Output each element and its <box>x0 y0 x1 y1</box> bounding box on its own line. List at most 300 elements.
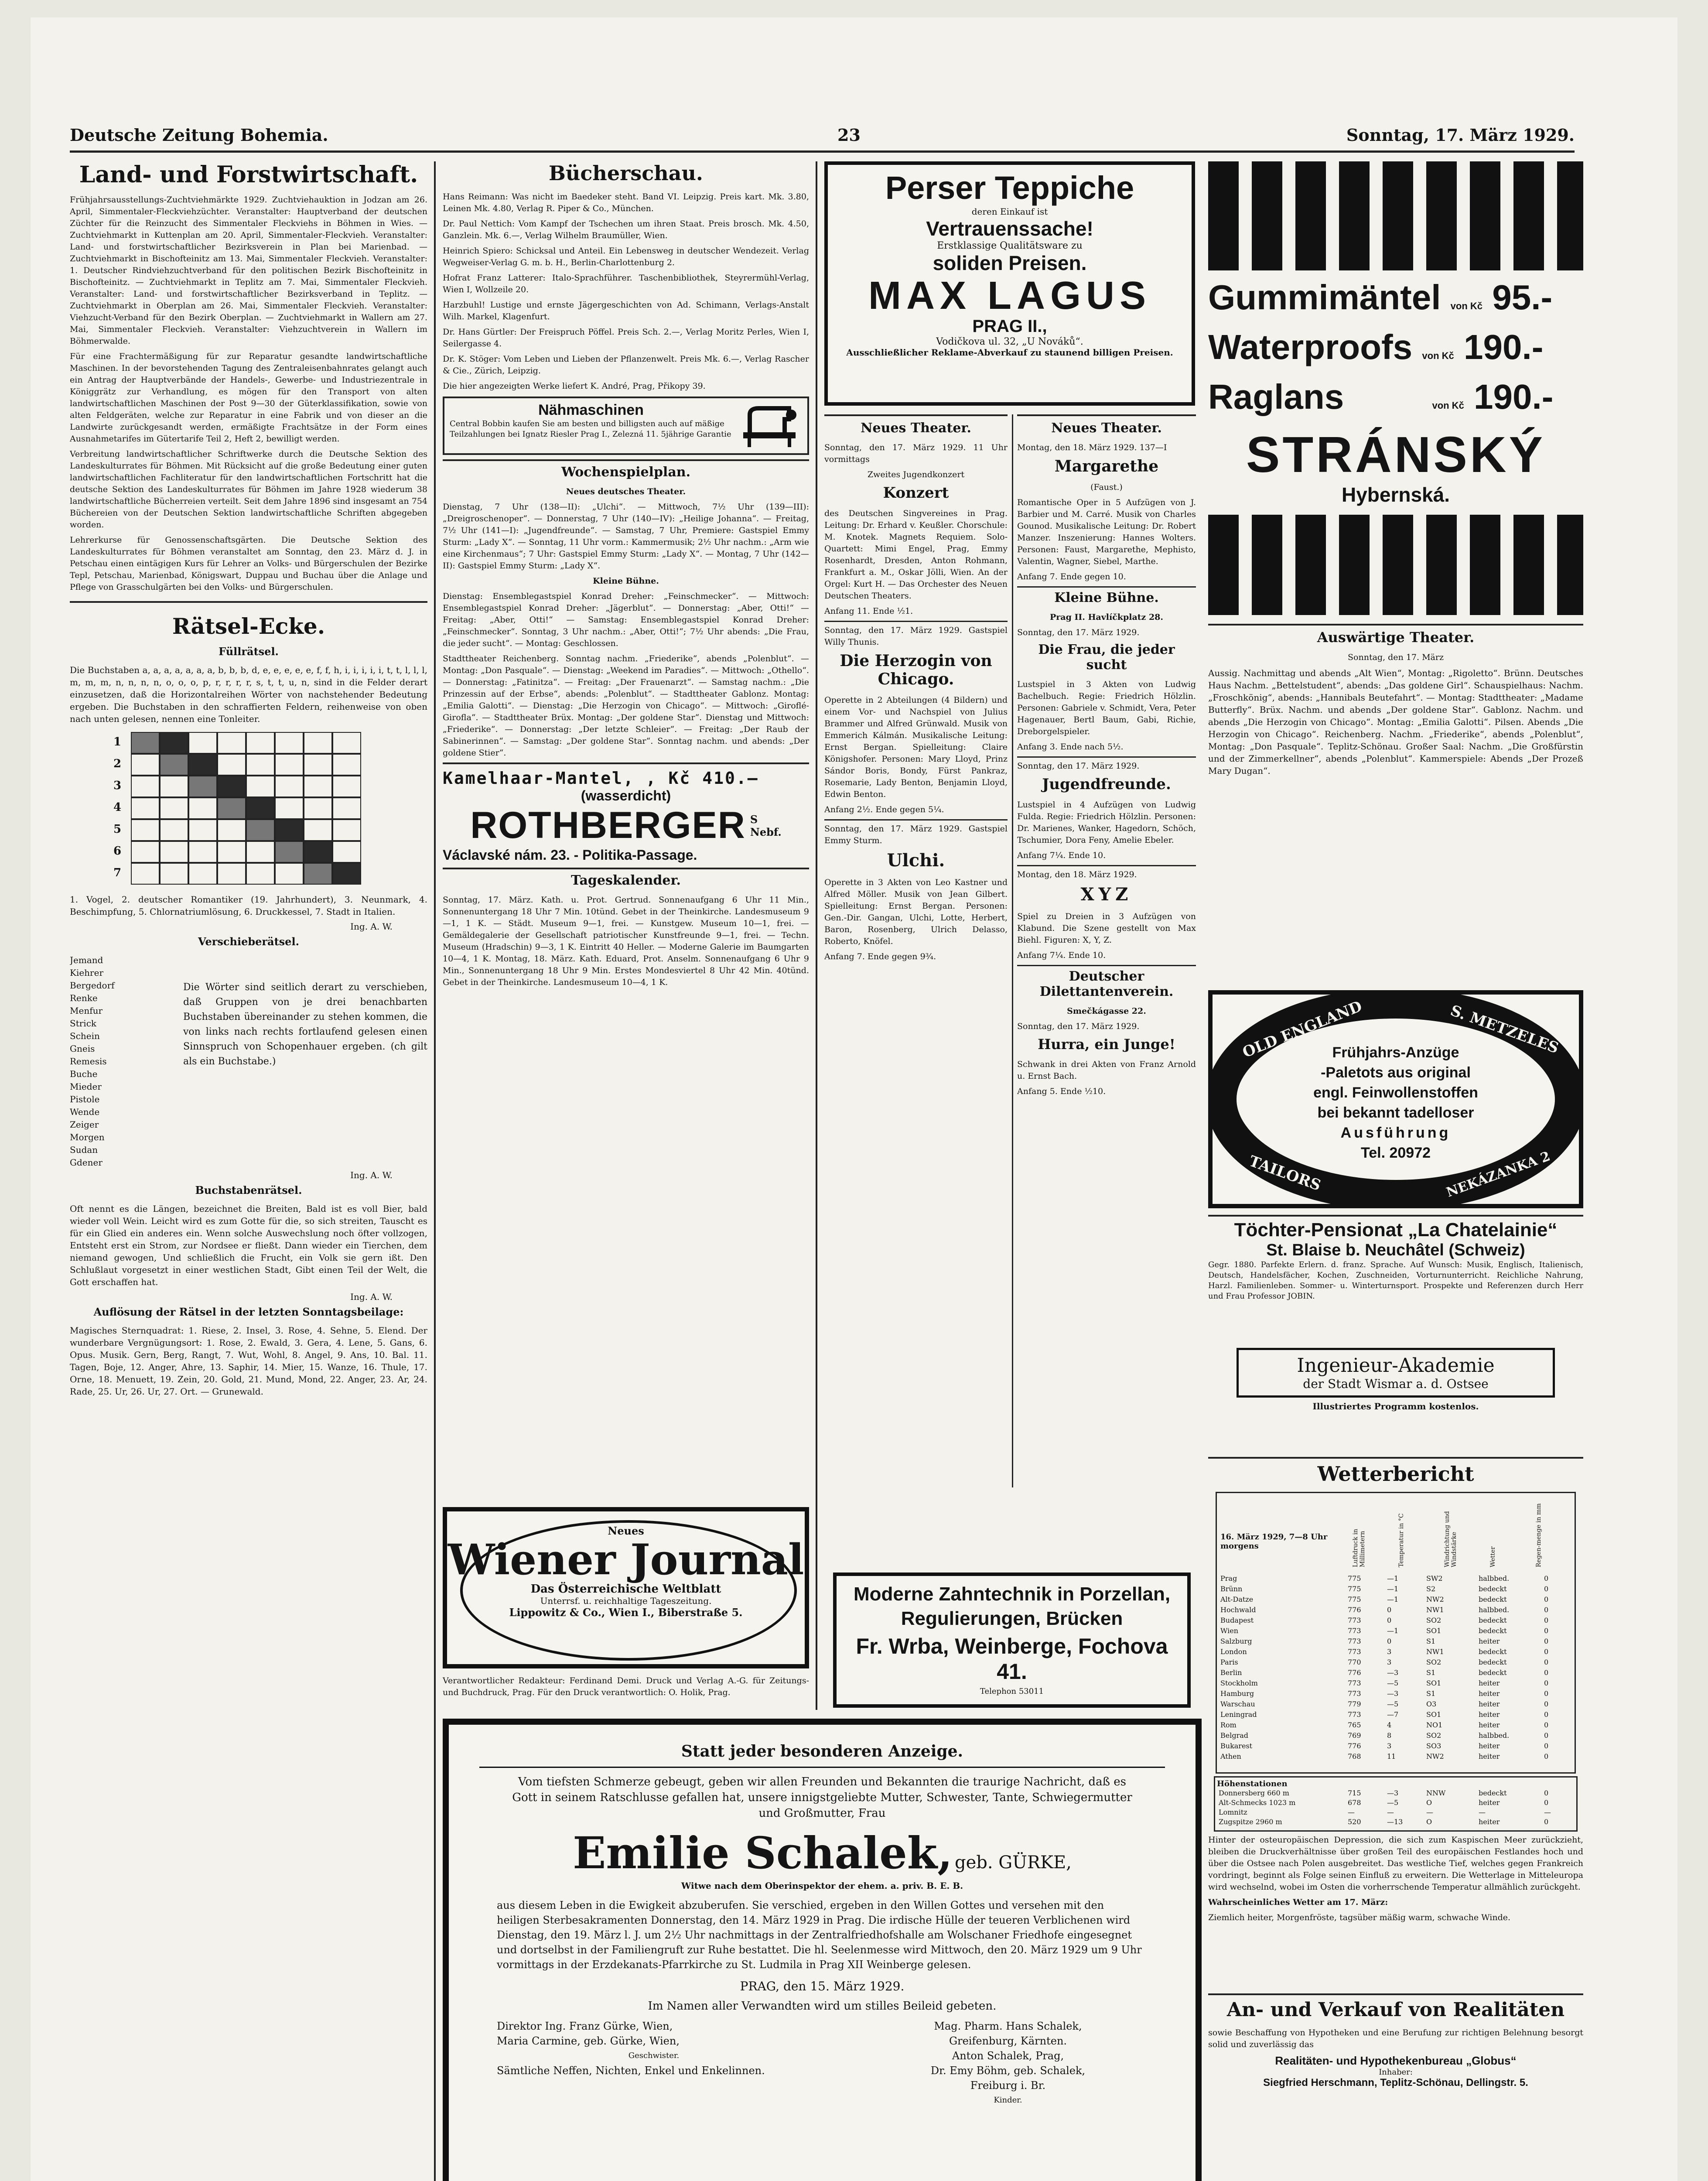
chatelaine-place: St. Blaise b. Neuchâtel (Schweiz) <box>1266 1241 1525 1259</box>
auswaertige-date: Sonntag, den 17. März <box>1348 653 1444 662</box>
wetter-cell: 0 <box>1544 1710 1549 1719</box>
wetter-cell: Paris <box>1220 1658 1238 1666</box>
wochenspielplan <box>443 459 809 759</box>
wetter-cell: —5 <box>1387 1700 1399 1708</box>
theater-r-s1-text: Romantische Oper in 5 Aufzügen von J. Barbier und M. Carré. Musik von Charles Gounod. Musikalische Leitung: Dr. Robert Manzer. Inszenierung: Hannes Wolters. Personen: Faust, Margarethe, Mephisto, Valentin, Wagner, Siebel, Marthe. <box>1017 498 1196 566</box>
wetter-cell: —5 <box>1387 1679 1399 1687</box>
wetter-cell: halbbed. <box>1479 1574 1510 1583</box>
notice-body: aus diesem Leben in die Ewigkeit abzuberufen. Sie verschied, ergeben in den Willen Gottes und versehen mit den heiligen Sterbesakramenten Donnerstag, den 14. März 1929 in Prag. Die irdische Hülle der teueren Verblichenen wird Dienstag, den 19. März l. J. um 2½ Uhr nachmittags in der Zentralfriedhofshalle am Wolschaner Friedhofe eingesegnet und dortselbst in der Familiengruft zur Ruhe bestattet. Die hl. Seelenmesse wird Mittwoch, den 20. März 1929 um 9 Uhr vormittags in der Erzdekanats-Pfarrkirche zu St. Ludmila in Prag XII Weinberge gelesen. <box>497 1899 1142 1971</box>
wetter-table-head: 16. März 1929, 7—8 Uhr morgens <box>1220 1532 1328 1551</box>
grid-cell <box>188 819 217 841</box>
perser-l6: MAX LAGUS <box>868 274 1151 318</box>
wetter-cell: SO1 <box>1426 1627 1442 1635</box>
versch-word: Wende <box>70 1107 100 1117</box>
wetter-cell: heiter <box>1479 1700 1500 1708</box>
theater-l-heading: Neues Theater. <box>861 420 971 436</box>
wetter-cell: —3 <box>1387 1689 1399 1698</box>
kamelhaar-sub: (wasserdicht) <box>581 788 671 803</box>
wiener-addr: Lippowitz & Co., Wien I., Biberstraße 5. <box>509 1606 743 1619</box>
wetter-cell: 773 <box>1348 1627 1361 1635</box>
wetter-hoehen-cell: O <box>1426 1818 1432 1826</box>
theater-r-s4-title: XYZ <box>1080 884 1133 905</box>
book-5: Harzbuhl! Lustige und ernste Jägergeschichten von Ad. Schimann, Verlags-Anstalt Wilh. Markel, Klagenfurt. <box>443 300 809 321</box>
wetter-cell: bedeckt <box>1479 1595 1507 1603</box>
wetter-cell: 769 <box>1348 1731 1361 1740</box>
wetter-col-head: Temperatur in °C <box>1398 1513 1405 1567</box>
wetter-cell: —3 <box>1387 1668 1399 1677</box>
grid-cell <box>246 863 275 885</box>
wetter-cell: 0 <box>1544 1731 1549 1740</box>
wetter-cell: S2 <box>1426 1585 1436 1593</box>
oe-l6: Tel. 20972 <box>1360 1145 1431 1161</box>
wetter-cell: 0 <box>1544 1679 1549 1687</box>
wetter-cell: Salzburg <box>1220 1637 1252 1645</box>
agriculture-heading: Land- und Forstwirtschaft. <box>79 161 418 188</box>
naehmaschinen-title: Nähmaschinen <box>538 402 644 418</box>
theater-r-s4-text: Spiel zu Dreien in 3 Aufzügen von Klabund. Die Szene gestellt von Max Biehl. Figuren: X, Y, Z. <box>1017 912 1196 945</box>
grid-cell <box>160 841 188 863</box>
wetter-cell: 770 <box>1348 1658 1361 1666</box>
wetter-cell: NW2 <box>1426 1595 1444 1603</box>
fuell-sign: Ing. A. W. <box>350 921 393 932</box>
wetter-cell: S1 <box>1426 1689 1436 1698</box>
buchst-sign: Ing. A. W. <box>350 1292 393 1302</box>
grid-row-number: 3 <box>113 779 122 792</box>
agriculture-para-4: Lehrerkurse für Genossenschaftsgärten. Die Deutsche Sektion des Landeskulturrates für Böhmen veranstaltet am Sonntag, den 23. März d. J. in Petschau einen eintägigen Kurs für Lehrer an Volks- und Bürgerschulen der Bezirke Tepl, Petschau, Marienbad, Königswart, Duppau und Buchau über die Anlage und Pflege von Grasschulgärten bei den Volks- und Bürgerschulen. <box>70 535 427 592</box>
page-number: 23 <box>837 125 861 145</box>
grid-cell <box>217 863 246 885</box>
wetter-cell: heiter <box>1479 1742 1500 1750</box>
wetter-cell: 768 <box>1348 1752 1361 1761</box>
wetter-hoehen-title: Höhenstationen <box>1217 1779 1288 1788</box>
grid-cell <box>246 754 275 776</box>
signer-left-4: Sämtliche Neffen, Nichten, Enkel und Enkelinnen. <box>497 2065 765 2077</box>
gummi-l1c: 95.- <box>1492 278 1553 317</box>
deceased-witwe: Witwe nach dem Oberinspektor der ehem. a. priv. B. E. B. <box>681 1880 963 1891</box>
perser-l9: Ausschließlicher Reklame-Abverkauf zu staunend billigen Preisen. <box>846 347 1173 358</box>
grid-cell <box>217 732 246 754</box>
wochen-text: Dienstag, 7 Uhr (138—II): „Ulchi“. — Mittwoch, 7½ Uhr (139—III): „Dreigroschenoper“. — Donnerstag, 7 Uhr (140—IV): „Heilige Johanna“. — Freitag, 7½ Uhr (141—I): „Jugendfreunde“. — Samstag, 7 Uhr, Premiere: Gastspiel Emmy Sturm: „Lady X“. — Sonntag, 11 Uhr vorm.: Kammermusik; 2½ Uhr nachm.: „Arm wie eine Kirchenmaus“; 7 Uhr: Gastspiel Emmy Sturm: „Lady X“. — Montag, 7 Uhr (142—II): Gastspiel Emmy Sturm: „Lady X“. <box>443 502 809 571</box>
versch-word: Pistole <box>70 1094 100 1104</box>
wetter-cell: bedeckt <box>1479 1648 1507 1656</box>
paper-name: Deutsche Zeitung Bohemia. <box>70 125 328 145</box>
theater-r-s4-head: Montag, den 18. März 1929. <box>1017 870 1137 879</box>
stransky-name: STRÁNSKÝ <box>1246 426 1546 483</box>
grid-cell <box>131 732 160 754</box>
perser-teppiche-ad <box>824 161 1195 406</box>
deceased-name: Emilie Schalek, <box>573 1827 953 1879</box>
zahn-l3: Telephon 53011 <box>980 1687 1044 1696</box>
wetter-cell: heiter <box>1479 1679 1500 1687</box>
dd-heading: Deutscher Dilettantenverein. <box>1039 969 1174 999</box>
grid-cell <box>275 732 304 754</box>
wiener-sub: Das Österreichische Weltblatt <box>530 1583 721 1596</box>
oe-l4: bei bekannt tadelloser <box>1317 1104 1474 1121</box>
tages-text: Sonntag, 17. März. Kath. u. Prot. Gertrud. Sonnenaufgang 6 Uhr 11 Min., Sonnenuntergang 18 Uhr 7 Min. 10tünd. Gebet in der Theinkirche. Landesmuseum 9—1, 1 K. — Städt. Museum 9—1, frei. — Kunstgew. Museum 10—1, frei. — Gemäldegalerie der Gesellschaft patriotischer Kunstfreunde 9—1, frei. — Techn. Museum (Hradschin) 9—3, 1 K. Eintritt 40 Heller. — Moderne Galerie im Baumgarten 10—4, 1 K. Montag, 18. März. Kath. Eduard, Prot. Anselm. Sonnenaufgang 6 Uhr 9 Min., Sonnenuntergang 18 Uhr 9 Min. Erstes Mondesviertel 8 Uhr 42 Min. 40tünd. Gebet in der Theinkirche. Landesmuseum 10—4, 1 K. <box>443 895 809 987</box>
wetter-hoehen-cell: Donnersberg 660 m <box>1219 1789 1289 1797</box>
wetter-cell: —1 <box>1387 1574 1399 1583</box>
wetter-text: Hinter der osteuropäischen Depression, die sich zum Kaspischen Meer zurückzieht, bleiben die Druckverhältnisse über großen Teil des europäischen Festlandes hoch und über die Ostsee nach Polen ausgebreitet. Das westliche Tief, welches gegen Frankreich vordringt, beginnt als Folge seinen Einfluß zu erweitern. Die Wetterlage in Mitteleuropa wird wechselnd, wobei im Osten die vorherrschende Temperatur allmählich zurückgeht. <box>1208 1835 1583 1892</box>
versch-sign: Ing. A. W. <box>350 1170 393 1180</box>
wetter-hoehen-cell: O <box>1426 1798 1432 1807</box>
theater-l-s1-end: Anfang 11. Ende ½1. <box>824 606 913 616</box>
agriculture-para-1: Frühjahrsausstellungs-Zuchtviehmärkte 1929. Zuchtviehauktion in Jodzan am 26. April, Simmentaler-Fleckviehzüchter. Veranstalter: Hauptverband der deutschen Züchter für die Reinzucht des Simmentaler Fleckviehs in Böhmen in Wies. — Zuchtviehmarkt in Kuttenplan am 20. April, Simmentaler-Fleckvieh. Veranstalter: Land- und forstwirtschaftlicher Bezirksverein in Plan bei Marienbad. — Zuchtviehmarkt in Bischofteinitz am 13. Mai, Simmentaler Fleckvieh. Veranstalter: 1. Deutscher Rindviehzuchtverband für den politischen Bezirk Bischofteinitz in Bischofteinitz. — Zuchtviehmarkt in Teplitz am 7. Mai, Simmentaler Fleckvieh. Veranstalter: Land- und forstwirtschaftlicher Bezirksverband in Teplitz. — Zuchtviehmarkt in Oberplan am 26. Mai, Simmentaler Fleckvieh. Veranstalter: Viehzucht-Verband für den Bezirk Oberplan. — Zuchtviehmarkt in Wallern am 27. Mai, Simmentaler Fleckvieh. Veranstalter: Viehzuchtverein in Wallern im Böhmerwalde. <box>70 195 427 346</box>
auswaertige-theater <box>1208 624 1583 991</box>
theater-l-s2-text: Operette in 2 Abteilungen (4 Bildern) und einem Vor- und Nachspiel von Julius Brammer und Alfred Grünwald. Musik von Emmerich Kálmán. Musikalische Leitung: Ernst Bergan. Spielleitung: Claire Königshofer. Personen: Mary Lloyd, Prinz Sándor Boris, Bondy, Fürst Pankraz, Rosemarie, Lady Benton, Benjamin Lloyd, Edwin Benton. <box>824 695 1008 799</box>
grid-cell <box>131 754 160 776</box>
theater-l-s2-end: Anfang 2½. Ende gegen 5¼. <box>824 805 944 814</box>
wetter-cell: 773 <box>1348 1637 1361 1645</box>
wetter-cell: 8 <box>1387 1731 1392 1740</box>
wetter-cell: 776 <box>1348 1742 1361 1750</box>
signer-right-4: Dr. Emy Böhm, geb. Schalek, <box>930 2065 1086 2077</box>
wetter-hoehen-cell: heiter <box>1479 1818 1500 1826</box>
fuell-text: Die Buchstaben a, a, a, a, a, a, a, b, b, b, d, e, e, e, e, e, f, f, h, i, i, i, i, i, t, t, l, l, l, m, m, m, n, n, n, n, o, o, o, p, r, r, r, r, s, t, t, u, n, sind in die Felder derart einzusetzen, daß die Horizontalreihen Wörter von nachstehender Bedeutung ergeben. Die Buchstaben in den schraffierten Feldern, reihenweise von oben nach unten gelesen, nennen eine Tonleiter. <box>70 665 427 724</box>
wetter-hoehen-cell: —5 <box>1387 1798 1399 1807</box>
auswaertige-heading: Auswärtige Theater. <box>1317 629 1475 646</box>
wetter-cell: 0 <box>1544 1595 1549 1603</box>
signer-right-5: Freiburg i. Br. <box>970 2079 1046 2092</box>
versch-word: Sudan <box>70 1145 98 1155</box>
stransky-ad <box>1208 161 1583 615</box>
perser-l3: Vertrauenssache! <box>926 217 1093 240</box>
wetter-cell: 0 <box>1544 1752 1549 1761</box>
realitaeten-heading: An- und Verkauf von Realitäten <box>1226 1999 1565 2021</box>
gummi-l3a: Raglans <box>1208 377 1344 416</box>
gummi-l1a: Gummimäntel <box>1208 278 1441 317</box>
grid-cell <box>275 797 304 819</box>
grid-cell <box>217 841 246 863</box>
wahrsch-text: Ziemlich heiter, Morgenfröste, tagsüber mäßig warm, schwache Winde. <box>1208 1913 1511 1922</box>
theater-r-s3-end: Anfang 7¼. Ende 10. <box>1017 851 1106 860</box>
grid-cell <box>275 819 304 841</box>
perser-l4: Erstklassige Qualitätsware zu <box>937 240 1083 251</box>
wetter-cell: 773 <box>1348 1679 1361 1687</box>
wiener-sub2: Unterrsf. u. reichhaltige Tageszeitung. <box>540 1596 712 1606</box>
naehmaschinen-ad <box>443 397 809 455</box>
grid-cell <box>275 841 304 863</box>
grid-row-number: 5 <box>113 823 122 836</box>
realitaeten-name: Realitäten- und Hypothekenbureau „Globus“ <box>1275 2054 1517 2067</box>
versch-block <box>70 954 427 1169</box>
wetter-cell: 11 <box>1387 1752 1396 1761</box>
wetter-cell: 0 <box>1544 1658 1549 1666</box>
death-notice <box>443 1719 1202 2181</box>
theater-r-s2-text: Lustspiel in 3 Akten von Ludwig Bachelbuch. Regie: Friedrich Hölzlin. Personen: Gabriele v. Schmidt, Vera, Peter Hagenauer, Bertl Baum, Gabi, Richie, Dreborgelspieler. <box>1017 680 1196 736</box>
wetter-cell: heiter <box>1479 1637 1500 1645</box>
grid-cell <box>188 841 217 863</box>
gummi-l3c: 190.- <box>1474 377 1554 416</box>
grid-cell <box>332 754 361 776</box>
theater-r-s2-title: Die Frau, die jeder sucht <box>1038 642 1175 673</box>
wetter-cell: SO1 <box>1426 1710 1442 1719</box>
grid-cell <box>246 732 275 754</box>
naehmaschinen-text: Central Bobbin kaufen Sie am besten und billigsten auch auf mäßige Teilzahlungen bei Ignatz Riesler Prag I., Zelezná 11. 5jährige Garantie <box>450 419 731 439</box>
gummi-l2b: von Kč <box>1422 350 1454 361</box>
wetter-cell: S1 <box>1426 1668 1436 1677</box>
notice-place: PRAG, den 15. März 1929. <box>740 1979 905 1993</box>
wetter-cell: heiter <box>1479 1752 1500 1761</box>
grid-cell <box>188 776 217 797</box>
wetter-cell: Berlin <box>1220 1668 1242 1677</box>
grid-cell <box>188 863 217 885</box>
wiener-top: Neues <box>608 1525 644 1537</box>
grid-row-number: 1 <box>113 735 122 749</box>
grid-cell <box>217 819 246 841</box>
grid-row-number: 4 <box>113 801 122 814</box>
wetter-cell: halbbed. <box>1479 1731 1510 1740</box>
book-6: Dr. Hans Gürtler: Der Freispruch Pöffel. Preis Sch. 2.—, Verlag Moritz Perles, Wien I, Seilergasse 4. <box>443 327 809 349</box>
grid-cell <box>246 819 275 841</box>
book-3: Heinrich Spiero: Schicksal und Anteil. Ein Lebensweg in deutscher Wendezeit. Verlag Wegweiser-Verlag G. m. b. H., Berlin-Charlottenburg 2. <box>443 246 809 267</box>
versch-word: Strick <box>70 1018 97 1029</box>
wetter-hoehen-cell: — <box>1387 1808 1394 1816</box>
grid-cell <box>131 863 160 885</box>
wetter-cell: London <box>1220 1648 1247 1656</box>
rothberger-s: S <box>750 813 758 826</box>
book-2: Dr. Paul Nettich: Vom Kampf der Tschechen um ihren Staat. Preis brosch. Mk. 4.50, Ganzlein. Mk. 6.—, Verlag Wilhelm Braumüller, Wien. <box>443 219 809 240</box>
wetter-cell: NW1 <box>1426 1606 1444 1614</box>
realitaeten-inh: Inhaber: <box>1379 2068 1413 2077</box>
grid-row-number: 2 <box>113 757 122 770</box>
wetter-cell: 0 <box>1544 1742 1549 1750</box>
notice-allen: Im Namen aller Verwandten wird um stilles Beileid gebeten. <box>648 2000 997 2013</box>
ingenieur-l2: der Stadt Wismar a. d. Ostsee <box>1303 1377 1489 1391</box>
grid-cell <box>131 819 160 841</box>
wetter-cell: 3 <box>1387 1742 1392 1750</box>
kb-sub: Prag II. Havlíčkplatz 28. <box>1049 612 1164 622</box>
zahn-l1: Moderne Zahntechnik in Porzellan, Regulierungen, Brücken <box>853 1583 1171 1629</box>
wetter-cell: —1 <box>1387 1627 1399 1635</box>
wahrsch-title: Wahrscheinliches Wetter am 17. März: <box>1208 1897 1388 1907</box>
wetter-cell: NW1 <box>1426 1648 1444 1656</box>
wetter-col-head: Regen-menge in mm <box>1535 1503 1542 1567</box>
theater-r-s1-sub: (Faust.) <box>1090 482 1123 492</box>
wetter-cell: 0 <box>1544 1700 1549 1708</box>
wetter-cell: 765 <box>1348 1721 1361 1729</box>
wetter-cell: 775 <box>1348 1585 1361 1593</box>
wetter-cell: 0 <box>1544 1627 1549 1635</box>
theater-r-s1-end: Anfang 7. Ende gegen 10. <box>1017 572 1126 581</box>
signer-right-3: Anton Schalek, Prag, <box>952 2050 1064 2062</box>
wetter-hoehen-cell: 0 <box>1544 1789 1549 1797</box>
theater-r-heading: Neues Theater. <box>1051 420 1162 436</box>
wetter-cell: 773 <box>1348 1689 1361 1698</box>
signer-left-2: Maria Carmine, geb. Gürke, Wien, <box>497 2035 680 2047</box>
ring-bottom-right: NEKÁZANKA 2 <box>1444 1149 1552 1200</box>
agriculture-para-3: Verbreitung landwirtschaftlicher Schriftwerke durch die Deutsche Sektion des Landeskulturrates für Böhmen. Mit Rücksicht auf die große Bedeutung einer guten landwirtschaftlichen Fachliteratur für den landwirtschaftlichen Fortschritt hat die deutsche Sektion des Landeskulturrates für Böhmen im Jahre 1928 wiederum 38 landwirtschaftliche Bücherreien verteilt. Seit dem Jahre 1896 sind insgesamt an 754 Büchereien von der Deutschen Sektion landwirtschaftliche Schriften abgegeben worden. <box>70 449 427 530</box>
grid-cell <box>304 776 332 797</box>
wetter-heading: Wetterbericht <box>1317 1462 1474 1486</box>
versch-text: Die Wörter sind seitlich derart zu verschieben, daß Gruppen von je drei benachbarten Buchstaben übereinander zu stehen kommen, die von links nach rechts fortlaufend gelesen einen Sinnspruch von Schopenhauer ergeben. (ch gilt als ein Buchstabe.) <box>183 982 427 1067</box>
deceased-geb: geb. GÜRKE, <box>954 1853 1072 1873</box>
wetter-cell: 0 <box>1387 1637 1392 1645</box>
grid-cell <box>188 754 217 776</box>
grid-cell <box>275 754 304 776</box>
wiener-journal-ad <box>443 1507 809 1668</box>
versch-word: Morgen <box>70 1132 105 1142</box>
wetter-cell: halbbed. <box>1479 1606 1510 1614</box>
oe-l5: Ausführung <box>1340 1125 1451 1141</box>
wetter-cell: Warschau <box>1220 1700 1255 1708</box>
sewing-machine-icon <box>737 402 802 450</box>
wetter-cell: 0 <box>1387 1606 1392 1614</box>
wetter-cell: 776 <box>1348 1606 1361 1614</box>
wetter-hoehen-cell: — <box>1426 1808 1433 1816</box>
wetter-cell: 0 <box>1387 1616 1392 1624</box>
loesung-heading: Auflösung der Rätsel in der letzten Sonntagsbeilage: <box>93 1306 404 1318</box>
theater-l-s3-head: Sonntag, den 17. März 1929. Gastspiel Emmy Sturm. <box>824 824 1008 845</box>
grid-cell <box>304 841 332 863</box>
fuell-heading: Füllrätsel. <box>219 645 279 658</box>
grid-cell <box>246 776 275 797</box>
wetter-hoehen-cell: NNW <box>1426 1789 1446 1797</box>
wetter-hoehen-cell: 520 <box>1348 1818 1361 1826</box>
tages-heading: Tageskalender. <box>571 873 681 888</box>
wetter-cell: SO2 <box>1426 1616 1442 1624</box>
gummi-l2c: 190.- <box>1464 328 1544 366</box>
theater-l-s3-end: Anfang 7. Ende gegen 9¾. <box>824 952 936 961</box>
theater-l-s1-text: des Deutschen Singvereines in Prag. Leitung: Dr. Erhard v. Keußler. Chorschule: M. Knotek. Magnets Requiem. Solo-Quartett: Mimi Engel, Prag, Emmy Rosenhardt, Dresden, Anton Rohmann, Frankfurt a. M., Oskar Jölli, Wien. An der Orgel: Kurt H. — Das Orchester des Neuen Deutschen Theaters. <box>824 509 1008 601</box>
versch-word: Renke <box>70 993 98 1003</box>
wetter-cell: 0 <box>1544 1689 1549 1698</box>
wetter-cell: 0 <box>1544 1606 1549 1614</box>
signer-right-2: Greifenburg, Kärnten. <box>949 2035 1067 2047</box>
theater-l-s2-head: Sonntag, den 17. März 1929. Gastspiel Willy Thunis. <box>824 626 1008 647</box>
wetter-cell: 0 <box>1544 1585 1549 1593</box>
wetter-hoehen-cell: Zugspitze 2960 m <box>1219 1818 1282 1826</box>
wetter-cell: bedeckt <box>1479 1585 1507 1593</box>
wetter-cell: 776 <box>1348 1668 1361 1677</box>
wetter-cell: Rom <box>1220 1721 1237 1729</box>
ring-bottom-left: TAILORS <box>1247 1152 1323 1195</box>
grid-cell <box>304 797 332 819</box>
wetter-hoehen-cell: — <box>1479 1808 1486 1816</box>
book-8: Die hier angezeigten Werke liefert K. André, Prag, Přikopy 39. <box>443 381 706 391</box>
wetter-cell: Alt-Datze <box>1220 1595 1254 1603</box>
grid-cell <box>304 863 332 885</box>
kleine-text: Dienstag: Ensemblegastspiel Konrad Dreher: „Feinschmecker“. — Mittwoch: Ensemblegastspiel Konrad Dreher: „Jägerblut“. — Donnerstag: „Aber, Otti!“ — Freitag: „Aber, Otti!“ — Samstag: Ensemblegastspiel Konrad Dreher: „Feinschmecker“. Sonntag, 3 Uhr nachm.: „Aber, Otti!“; 7½ Uhr abends: „Die Frau, die jeder sucht“. — Montag: Geschlossen. <box>443 591 809 648</box>
wetter-cell: 773 <box>1348 1648 1361 1656</box>
auswaertige-text: Aussig. Nachmittag und abends „Alt Wien“, Montag: „Rigoletto“. Brünn. Deutsches Haus Nachm. „Bettelstudent“, abends: „Das goldene Girl“. Schauspielhaus: Nachm. „Froschkönig“, abends: „Hannibals Beutefahrt“. — Montag: Stadttheater: „Madame Butterfly“. Brüx. Nachm. und abends „Der goldene Star“. Gablonz. Nachm. und abends „Die Herzogin von Chicago“. Montag: „Emilia Galotti“. Pilsen. Abends „Die Herzogin von Chicago“. Reichenberg. Nachm. „Friederike“, abends „Polenblut“, Montag: „Don Pasquale“. Teplitz-Schönau. Großer Saal: Nachm. „Die Großfürstin und der Zimmerkellner“, abends „Polenblut“. Kammerspiele: Abends „Der Prozeß Mary Dugan“. <box>1208 668 1583 776</box>
wetter-hoehen-cell: —13 <box>1387 1818 1403 1826</box>
wetter-hoehen-cell: heiter <box>1479 1798 1500 1807</box>
grid-cell <box>332 797 361 819</box>
grid-cell <box>160 797 188 819</box>
wetter-rows <box>1217 1574 1575 1766</box>
wetter-table <box>1216 1492 1576 1774</box>
signer-right-1: Mag. Pharm. Hans Schalek, <box>934 2020 1082 2032</box>
wetter-col-head: Luftdruck in Millimetern <box>1352 1528 1366 1567</box>
wetter-cell: bedeckt <box>1479 1658 1507 1666</box>
raetsel-section <box>70 601 427 1398</box>
theater-l-s2-title: Die Herzogin von Chicago. <box>840 652 992 688</box>
wetter-cell: Athen <box>1220 1752 1241 1761</box>
versch-word: Jemand <box>70 955 103 965</box>
column-agriculture <box>70 161 427 2181</box>
page-header <box>70 120 1575 153</box>
chatelaine-text: Gegr. 1880. Parfekte Erlern. d. franz. Sprache. Auf Wunsch: Musik, Englisch, Italienisch, Deutsch, Handelsfächer, Kochen, Zuschneiden, Vorturnunterricht. Reichliche Nahrung, Harzl. Familienleben. Sommer- u. Winterturnsport. Prospekte und Referenzen durch Herr und Frau Professor JOBIN. <box>1208 1260 1583 1301</box>
versch-word: Schein <box>70 1031 100 1041</box>
theater-r-s5-text: Schwank in drei Akten von Franz Arnold u. Ernst Bach. <box>1017 1060 1196 1081</box>
grid-cell <box>131 776 160 797</box>
grid-cell <box>160 819 188 841</box>
grid-cell <box>304 754 332 776</box>
wetter-cell: 779 <box>1348 1700 1361 1708</box>
wetter-cell: —1 <box>1387 1585 1399 1593</box>
realitaeten-ad <box>1208 1993 1583 2121</box>
versch-word: Menfur <box>70 1005 103 1016</box>
wetter-cell: heiter <box>1479 1710 1500 1719</box>
buchst-text: Oft nennt es die Längen, bezeichnet die Breiten, Bald ist es voll Bier, bald wieder voll Wein. Leicht wird es zum Gotte für die, so sich streiten, Tauscht es für ein Glied ein anderes ein. Wenn solche Auswechslung noch öfter vollzogen, Entsteht erst ein Strom, zur Nordsee er fließt. Dann wieder ein Tierchen, dem niemand gewogen, Und schließlich die Frucht, ein Volk sie gern ißt. Den Schlußlaut vorgesetzt in einer westlichen Stadt, Gibt einen Teil der Welt, die Gott erschaffen hat. <box>70 1203 427 1287</box>
grid-row-number: 6 <box>113 844 122 858</box>
wetter-col-heads <box>1343 1493 1575 1572</box>
theater-l-s3-text: Operette in 3 Akten von Leo Kastner und Alfred Möller. Musik von Jean Gilbert. Spielleitung: Ernst Bergan. Personen: Gen.-Dir. Gangan, Ulchi, Lotte, Herbert, Baron, Rosenberg, Ulrich Delasso, Roberto, Knöfel. <box>824 878 1008 946</box>
wetter-cell: bedeckt <box>1479 1627 1507 1635</box>
wetter-hoehen-cell: 0 <box>1544 1798 1549 1807</box>
wetter-hoehen-cell: — <box>1348 1808 1355 1816</box>
grid-row-number: 7 <box>113 866 122 879</box>
chatelaine-ad <box>1208 1215 1583 1346</box>
wetter-cell: SW2 <box>1426 1574 1443 1583</box>
theater-l-s1-sub: Zweites Jugendkonzert <box>867 470 965 479</box>
theater-l-s1-title: Konzert <box>883 484 949 502</box>
gummi-l3b: von Kč <box>1432 400 1464 411</box>
wetter-cell: Leningrad <box>1220 1710 1257 1719</box>
wetter-cell: 0 <box>1544 1637 1549 1645</box>
wetter-cell: SO3 <box>1426 1742 1442 1750</box>
wiener-name: Wiener Journal <box>447 1535 804 1584</box>
rothberger-name: ROTHBERGER <box>470 804 746 846</box>
theater-r-s3-text: Lustspiel in 4 Aufzügen von Ludwig Fulda. Regie: Friedrich Hölzlin. Personen: Dr. Marienes, Wanker, Hagedorn, Schöch, Tschumier, Dora Feny, Amelie Ebeler. <box>1017 800 1196 845</box>
theater-r-s2-end: Anfang 3. Ende nach 5½. <box>1017 742 1124 752</box>
grid-cell <box>160 754 188 776</box>
buchst-heading: Buchstabenrätsel. <box>195 1184 302 1196</box>
notice-right-signers <box>868 2019 1148 2108</box>
wetter-hoehen-cell: bedeckt <box>1479 1789 1507 1797</box>
dd-sub: Smečkágasse 22. <box>1067 1006 1146 1016</box>
grid-cell <box>160 863 188 885</box>
perser-l2: deren Einkauf ist <box>971 206 1048 217</box>
wochen-sub: Neues deutsches Theater. <box>566 487 686 496</box>
grid-cell <box>304 732 332 754</box>
theater-left <box>824 414 1008 1494</box>
ingenieur-l1: Ingenieur-Akademie <box>1297 1354 1495 1377</box>
versch-word: Mieder <box>70 1081 102 1092</box>
wetter-cell: 775 <box>1348 1595 1361 1603</box>
wetter-cell: 773 <box>1348 1616 1361 1624</box>
wetter-col-head: Windrichtung und Windstärke <box>1444 1511 1458 1567</box>
ingenieur-ad <box>1208 1348 1583 1453</box>
wetter-cell: SO2 <box>1426 1731 1442 1740</box>
gummi-l1b: von Kč <box>1450 301 1483 311</box>
wetter-hoehen <box>1214 1776 1578 1832</box>
grid-cell <box>246 797 275 819</box>
kb-heading: Kleine Bühne. <box>1054 590 1159 605</box>
grid-cell <box>332 819 361 841</box>
versch-word: Gdener <box>70 1157 102 1168</box>
chatelaine-title: Töchter-Pensionat „La Chatelainie“ <box>1234 1219 1558 1241</box>
wetter-cell: heiter <box>1479 1721 1500 1729</box>
versch-word: Buche <box>70 1069 98 1079</box>
provinz-text: Stadttheater Reichenberg. Sonntag nachm. „Friederike“, abends „Polenblut“. — Montag: „Don Pasquale“. — Dienstag: „Weekend im Paradies“. — Mittwoch: „Othello“. — Donnerstag: „Fatinitza“. — Freitag: „Der Frauenarzt“. — Samstag nachm.: „Die Prinzessin auf der Erbse“, abends: „Polenblut“. — Stadttheater Gablonz. Montag: „Emilia Galotti“. — Dienstag: „Die Herzogin von Chicago“. — Mittwoch: „Giroflé-Girofla“. — Stadttheater Brüx. Montag: „Der goldene Star“. Dienstag und Mittwoch: „Friederike“. — Donnerstag: „Der letzte Schleier“. — Freitag: „Der Raub der Sabinerinnen“. — Samstag: „Der goldene Star“. Sonntag nachm. und abends: „Der goldene Stier“. <box>443 654 809 758</box>
oe-l3: engl. Feinwollenstoffen <box>1313 1084 1478 1101</box>
book-1: Hans Reimann: Was nicht im Baedeker steht. Band VI. Leipzig. Preis kart. Mk. 3.80, Leinen Mk. 4.80, Verlag R. Piper & Co., München. <box>443 192 809 213</box>
notice-intro: Vom tiefsten Schmerze gebeugt, geben wir allen Freunden und Bekannten die traurige Nachricht, daß es Gott in seinem Ratschlusse gefallen hat, unsere innigstgeliebte Mutter, Schwester, Tante, Schwiegermutter und Großmutter, Frau <box>512 1775 1132 1820</box>
grid-cell <box>131 797 160 819</box>
verantwortlich: Verantwortlicher Redakteur: Ferdinand Demi. Druck und Verlag A.-G. für Zeitungs- und Buchdruck, Prag. Für den Druck verantwortlich: O. Holik, Prag. <box>443 1676 809 1697</box>
notice-left-signers <box>497 2019 811 2108</box>
